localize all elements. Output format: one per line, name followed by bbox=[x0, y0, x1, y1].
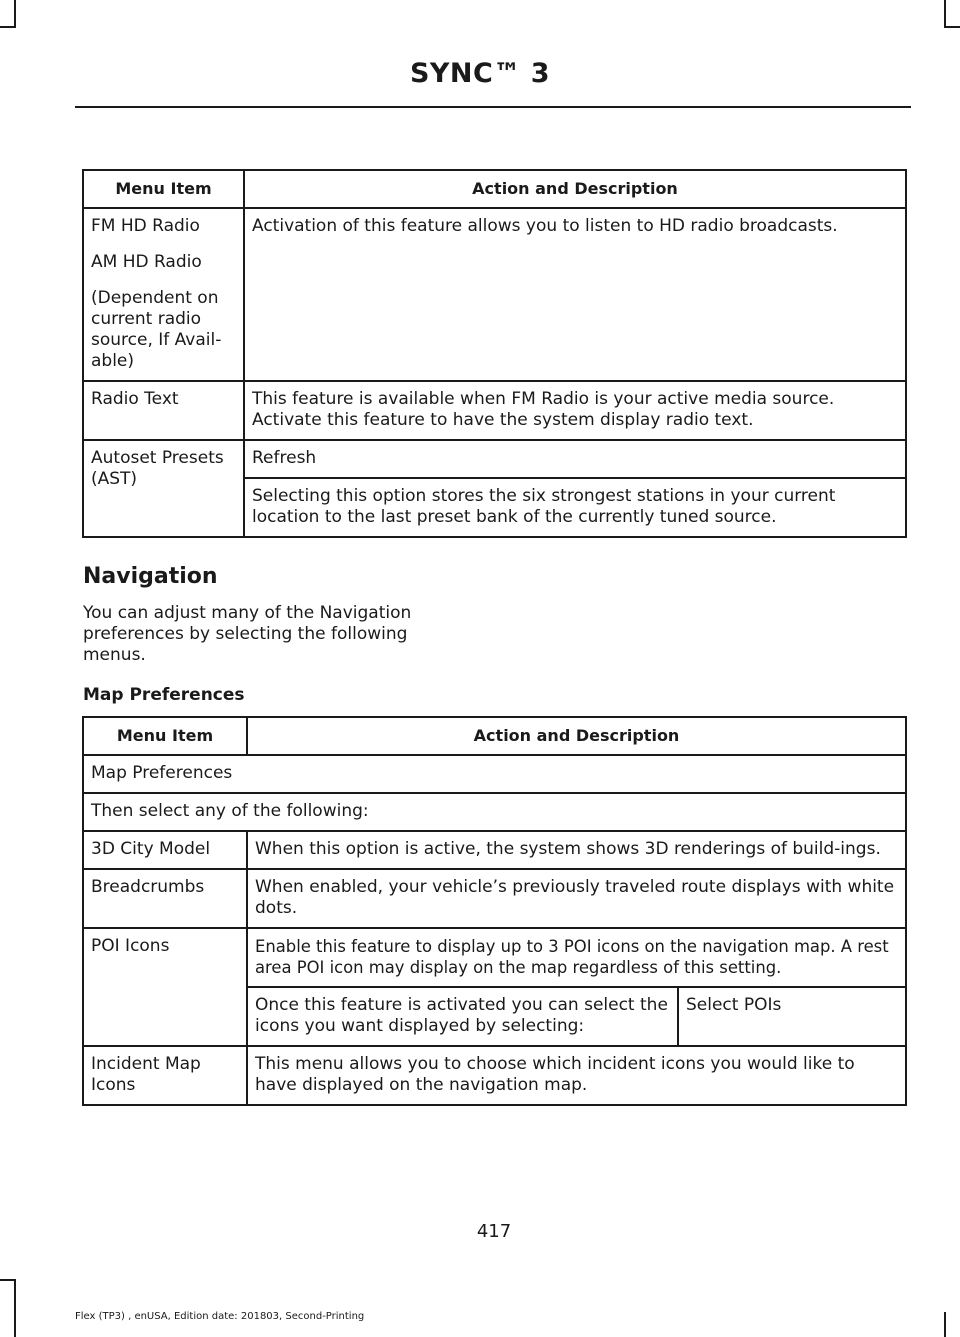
table-row bbox=[83, 928, 906, 987]
table-row bbox=[83, 831, 906, 869]
menu-item-cell bbox=[83, 208, 244, 381]
menu-item-note: (Dependent on current radio source, If Avail-able) bbox=[91, 288, 222, 371]
table-row bbox=[83, 440, 906, 478]
column-header-menu-item: Menu Item bbox=[83, 170, 244, 208]
table-row bbox=[83, 381, 906, 440]
description-cell: This menu allows you to choose which incident icons you would like to have displayed on the navigation map. bbox=[247, 1046, 906, 1105]
crop-mark-top-right-v bbox=[944, 0, 946, 26]
map-preferences-table bbox=[82, 716, 907, 1106]
header-divider bbox=[75, 106, 911, 108]
menu-item-breadcrumbs: Breadcrumbs bbox=[83, 869, 247, 928]
column-header-menu-item: Menu Item bbox=[83, 717, 247, 755]
menu-item-poi-icons: POI Icons bbox=[83, 928, 247, 1046]
description-cell: Once this feature is activated you can select the icons you want displayed by selecting: bbox=[247, 987, 678, 1046]
menu-item-am-hd-radio: AM HD Radio bbox=[91, 252, 202, 272]
table-row bbox=[83, 755, 906, 793]
crop-mark-bottom-right-v bbox=[944, 1312, 946, 1337]
table-row bbox=[83, 793, 906, 831]
menu-item-incident-map-icons: Incident Map Icons bbox=[83, 1046, 247, 1105]
crop-mark-top-left-v bbox=[14, 0, 16, 26]
description-cell: Enable this feature to display up to 3 POI icons on the navigation map. A rest area POI icon may display on the map regardless of this setting. bbox=[247, 928, 906, 987]
page-number: 417 bbox=[476, 1221, 512, 1242]
crop-mark-top-left-h bbox=[0, 26, 16, 28]
crop-mark-bottom-left-v bbox=[14, 1279, 16, 1337]
menu-item-radio-text: Radio Text bbox=[83, 381, 244, 440]
description-cell: When this option is active, the system shows 3D renderings of build-ings. bbox=[247, 831, 906, 869]
column-header-action: Action and Description bbox=[244, 170, 906, 208]
menu-path-map-preferences: Map Preferences bbox=[83, 755, 906, 793]
description-cell: Activation of this feature allows you to listen to HD radio broadcasts. bbox=[244, 208, 906, 381]
radio-settings-table bbox=[82, 169, 907, 538]
table-header-row bbox=[83, 717, 906, 755]
table-row bbox=[83, 208, 906, 381]
footer-edition-info: Flex (TP3) , enUSA, Edition date: 201803, Second-Printing bbox=[75, 1311, 365, 1322]
description-cell: Selecting this option stores the six strongest stations in your current location to the last preset bank of the currently tuned source. bbox=[244, 478, 906, 537]
crop-mark-top-right-h bbox=[944, 26, 960, 28]
menu-item-3d-city-model: 3D City Model bbox=[83, 831, 247, 869]
description-cell: This feature is available when FM Radio is your active media source. Activate this feature to have the system display radio text. bbox=[244, 381, 906, 440]
navigation-intro-text: You can adjust many of the Navigation preferences by selecting the following menus. bbox=[83, 603, 412, 665]
table-row bbox=[83, 1046, 906, 1105]
column-header-action: Action and Description bbox=[247, 717, 906, 755]
table-header-row bbox=[83, 170, 906, 208]
menu-item-fm-hd-radio: FM HD Radio bbox=[91, 216, 200, 236]
table-row bbox=[83, 869, 906, 928]
section-heading-navigation: Navigation bbox=[83, 564, 218, 589]
description-cell: When enabled, your vehicle’s previously traveled route displays with white dots. bbox=[247, 869, 906, 928]
subheading-map-preferences: Map Preferences bbox=[83, 685, 245, 705]
menu-item-autoset-presets: Autoset Presets (AST) bbox=[83, 440, 244, 537]
crop-mark-bottom-left-h bbox=[0, 1279, 16, 1281]
then-select-instruction: Then select any of the following: bbox=[83, 793, 906, 831]
action-refresh: Refresh bbox=[244, 440, 906, 478]
action-select-pois: Select POIs bbox=[678, 987, 906, 1046]
page-title: SYNC™ 3 bbox=[409, 58, 551, 89]
